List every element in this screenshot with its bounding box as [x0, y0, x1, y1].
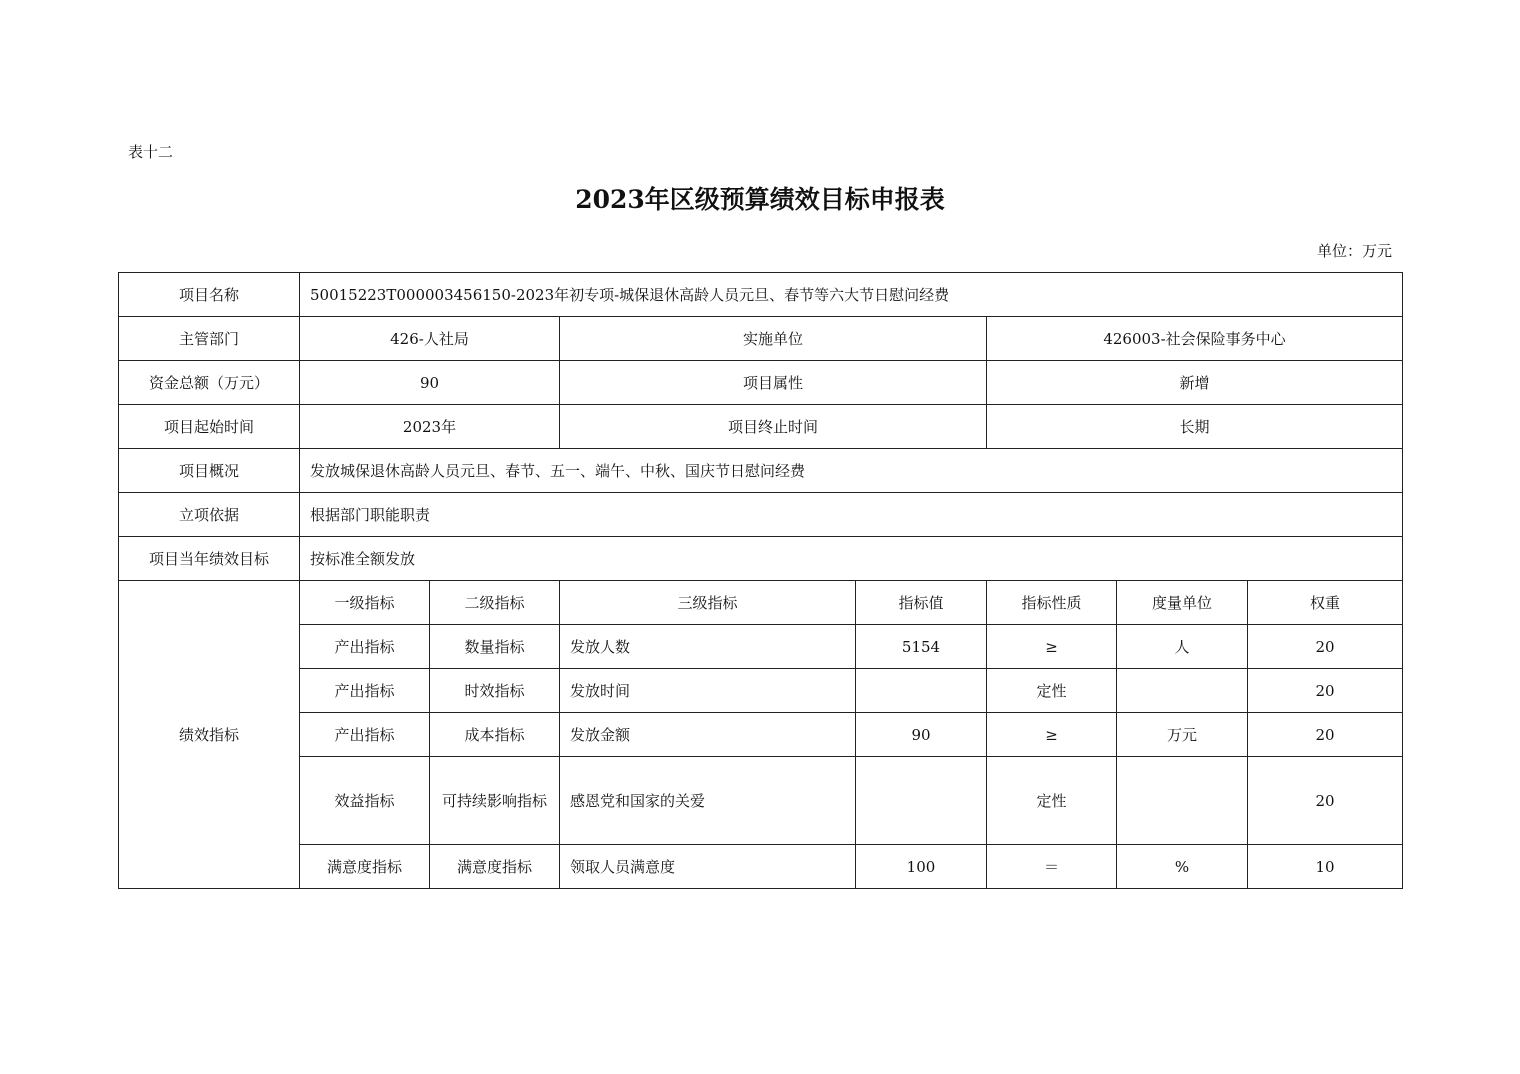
- page-title: 2023年区级预算绩效目标申报表: [575, 185, 945, 214]
- fund-label: 资金总额（万元）: [119, 361, 300, 405]
- nature-cell: 定性: [987, 757, 1117, 845]
- header-level1: 一级指标: [300, 581, 430, 625]
- weight-cell: 10: [1248, 845, 1403, 889]
- level3-cell: 发放时间: [560, 669, 856, 713]
- row-project-name: [119, 273, 1403, 317]
- header-level2: 二级指标: [430, 581, 560, 625]
- level1-cell: 效益指标: [300, 757, 430, 845]
- attr-label: 项目属性: [560, 361, 987, 405]
- level1-cell: 满意度指标: [300, 845, 430, 889]
- header-weight: 权重: [1248, 581, 1403, 625]
- table-row: [119, 845, 1403, 889]
- level1-cell: 产出指标: [300, 713, 430, 757]
- impl-value: 426003-社会保险事务中心: [987, 317, 1403, 361]
- level3-cell: 领取人员满意度: [560, 845, 856, 889]
- table-row: [119, 757, 1403, 845]
- row-department: [119, 317, 1403, 361]
- impl-label: 实施单位: [560, 317, 987, 361]
- value-cell: 5154: [856, 625, 987, 669]
- table-number: 表十二: [128, 143, 174, 161]
- weight-cell: 20: [1248, 669, 1403, 713]
- project-name-value: 50015223T000003456150-2023年初专项-城保退休高龄人员元旦、春节等六大节日慰问经费: [300, 273, 1403, 317]
- table-row: [119, 669, 1403, 713]
- performance-target-table: [118, 272, 1403, 889]
- start-label: 项目起始时间: [119, 405, 300, 449]
- end-value: 长期: [987, 405, 1403, 449]
- goal-label: 项目当年绩效目标: [119, 537, 300, 581]
- weight-cell: 20: [1248, 757, 1403, 845]
- value-cell: 90: [856, 713, 987, 757]
- unit-cell: 人: [1117, 625, 1248, 669]
- overview-label: 项目概况: [119, 449, 300, 493]
- level1-cell: 产出指标: [300, 669, 430, 713]
- row-basis: [119, 493, 1403, 537]
- nature-cell: 定性: [987, 669, 1117, 713]
- value-cell: [856, 669, 987, 713]
- unit-cell: %: [1117, 845, 1248, 889]
- fund-value: 90: [300, 361, 560, 405]
- level1-cell: 产出指标: [300, 625, 430, 669]
- unit-cell: [1117, 757, 1248, 845]
- goal-value: 按标准全额发放: [300, 537, 1403, 581]
- unit-label: 单位：万元: [1316, 242, 1392, 260]
- start-value: 2023年: [300, 405, 560, 449]
- nature-cell: ＝: [987, 845, 1117, 889]
- basis-label: 立项依据: [119, 493, 300, 537]
- basis-value: 根据部门职能职责: [300, 493, 1403, 537]
- weight-cell: 20: [1248, 713, 1403, 757]
- nature-cell: ≥: [987, 625, 1117, 669]
- level3-cell: 发放金额: [560, 713, 856, 757]
- weight-cell: 20: [1248, 625, 1403, 669]
- unit-cell: [1117, 669, 1248, 713]
- header-level3: 三级指标: [560, 581, 856, 625]
- end-label: 项目终止时间: [560, 405, 987, 449]
- dept-label: 主管部门: [119, 317, 300, 361]
- row-fund: [119, 361, 1403, 405]
- level2-cell: 数量指标: [430, 625, 560, 669]
- header-nature: 指标性质: [987, 581, 1117, 625]
- level2-cell: 时效指标: [430, 669, 560, 713]
- row-period: [119, 405, 1403, 449]
- table-row: [119, 625, 1403, 669]
- level3-cell: 发放人数: [560, 625, 856, 669]
- indicator-header-row: [119, 581, 1403, 625]
- header-unit: 度量单位: [1117, 581, 1248, 625]
- value-cell: [856, 757, 987, 845]
- level3-cell: 感恩党和国家的关爱: [560, 757, 856, 845]
- nature-cell: ≥: [987, 713, 1117, 757]
- dept-value: 426-人社局: [300, 317, 560, 361]
- row-overview: [119, 449, 1403, 493]
- level2-cell: 成本指标: [430, 713, 560, 757]
- attr-value: 新增: [987, 361, 1403, 405]
- indicators-section-label: 绩效指标: [119, 581, 300, 889]
- header-value: 指标值: [856, 581, 987, 625]
- unit-cell: 万元: [1117, 713, 1248, 757]
- overview-value: 发放城保退休高龄人员元旦、春节、五一、端午、中秋、国庆节日慰问经费: [300, 449, 1403, 493]
- table-row: [119, 713, 1403, 757]
- level2-cell: 可持续影响指标: [430, 757, 560, 845]
- row-goal: [119, 537, 1403, 581]
- level2-cell: 满意度指标: [430, 845, 560, 889]
- value-cell: 100: [856, 845, 987, 889]
- project-name-label: 项目名称: [119, 273, 300, 317]
